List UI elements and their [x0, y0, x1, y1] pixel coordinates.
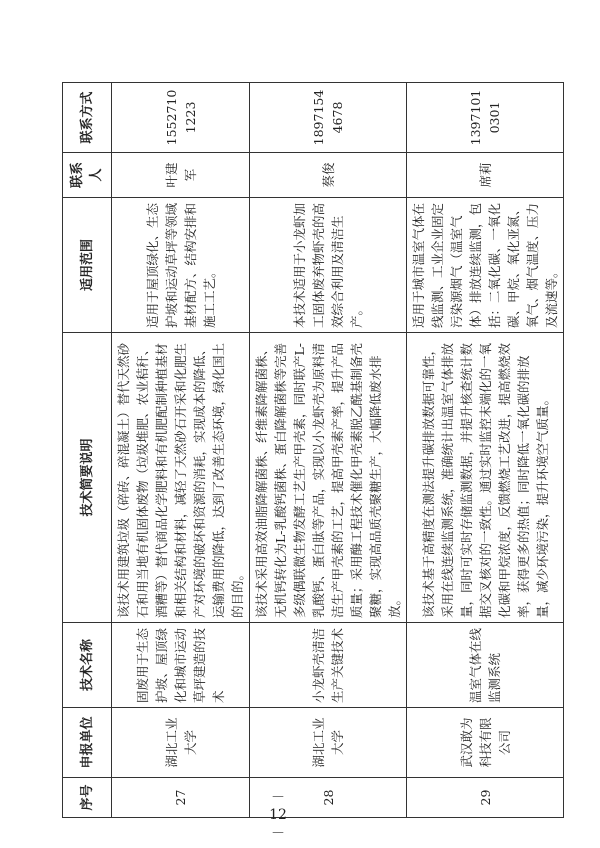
header-contact: 联系人	[63, 153, 112, 198]
cell-contact: 蔡俊	[250, 153, 407, 198]
cell-contact: 席莉	[407, 153, 564, 198]
cell-scope: 适用于城市温室气体在线监测、工业企业固定污染源烟气（温室气体）排放连续监测，包括：二氧化碳、一氧化碳、甲烷、氧化亚氮、氧气、烟气温度、压力及流速等。	[407, 198, 564, 333]
table-row	[112, 83, 250, 818]
cell-desc: 该技术用建筑垃圾（碎砖、碎混凝土）替代天然砂石和用当地有机固体废物（垃圾堆肥、农业秸秆、酒糟等）替代商品化学肥料和有机肥配制种植基材和相关结构和材料，减轻了天然砂石开采和化肥生产对环境的破坏和资源的消耗，实现成本的降低、运输费用的降低，达到了改善生态环境，绿化国土的目的。	[112, 333, 250, 623]
cell-tech: 温室气体在线监测系统	[407, 623, 564, 708]
technology-table	[62, 82, 564, 818]
cell-contact: 叶建军	[112, 153, 250, 198]
header-scope: 适用范围	[63, 198, 112, 333]
header-phone: 联系方式	[63, 83, 112, 153]
cell-scope: 适用于屋顶绿化、生态护坡和运动草坪等领域基材配方、结构安排和施工工艺。	[112, 198, 250, 333]
page-number: － 12 －	[269, 790, 287, 842]
header-no: 序号	[63, 778, 112, 818]
cell-unit: 湖北工业大学	[250, 708, 407, 778]
header-unit: 申报单位	[63, 708, 112, 778]
cell-unit: 武汉敢为科技有限公司	[407, 708, 564, 778]
cell-phone: 18971544678	[250, 83, 407, 153]
header-desc: 技术简要说明	[63, 333, 112, 623]
cell-no: 28	[250, 778, 407, 818]
cell-desc: 该技术采用高效油脂降解菌株、纤维素降解菌株、无机钙转化为L-乳酸钙菌株、蛋白降解菌株等完善多级偶联微生物发酵工艺生产甲壳素，同时联产L-乳酸钙、蛋白肽等产品，实现以小龙虾壳为原料清洁生产甲壳素的工艺，提高甲壳素产率，提升产品质量；采用酶工程技术催化甲壳素脱乙酰基制备壳聚糖，实现高品质壳聚糖生产，大幅降低废水排放。	[250, 333, 407, 623]
cell-unit: 湖北工业大学	[112, 708, 250, 778]
header-row	[63, 83, 112, 818]
cell-phone: 15527101223	[112, 83, 250, 153]
cell-tech: 小龙虾壳清洁生产关键技术	[250, 623, 407, 708]
cell-tech: 固废用于生态护坡、屋顶绿化和城市运动草坪建造的技术	[112, 623, 250, 708]
cell-no: 27	[112, 778, 250, 818]
table-row	[407, 83, 564, 818]
cell-phone: 13971010301	[407, 83, 564, 153]
header-tech: 技术名称	[63, 623, 112, 708]
cell-desc: 该技术基于高精度在测法提升碳排放数据可靠性，采用在线连续监测系统，准确统计出温室气体排放量，同时可实时存储监测数据，并提升核查统计数据交叉核对的一致性。通过实时监控末端化的一氧化碳和甲烷浓度，反馈燃烧工艺改进，提高燃烧效率，获得更多的热值；同时降低一氧化碳的排放量，减少环境污染，提升环境空气质量。	[407, 333, 564, 623]
cell-no: 29	[407, 778, 564, 818]
cell-scope: 本技术适用于小龙虾加工固体废弃物虾壳的高效综合利用及清洁生产。	[250, 198, 407, 333]
table-row	[250, 83, 407, 818]
